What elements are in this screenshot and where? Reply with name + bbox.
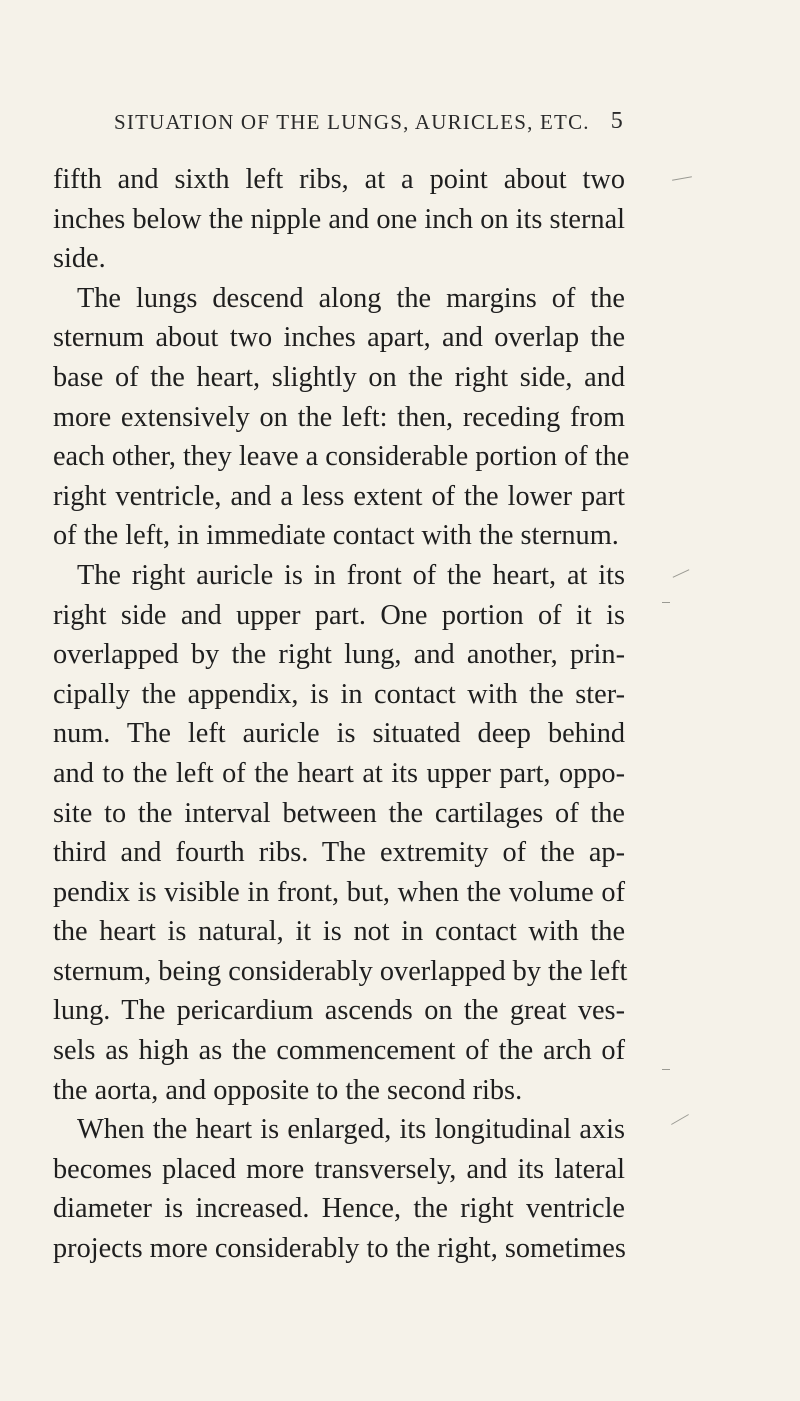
text-line: pendix is visible in front, but, when the volume of: [53, 876, 625, 908]
body-text: [53, 160, 630, 1269]
text-line: each other, they leave a considerable portion of the: [53, 441, 630, 473]
page-number: 5: [610, 108, 624, 134]
text-line: base of the heart, slightly on the right side, and: [53, 361, 625, 393]
text-line: cipally the appendix, is in contact with the ster-: [53, 678, 625, 710]
text-line: overlapped by the right lung, and another, prin-: [53, 639, 625, 671]
text-line: and to the left of the heart at its upper part, oppo-: [53, 757, 625, 789]
text-line: third and fourth ribs. The extremity of the ap-: [53, 837, 625, 869]
text-line: sternum, being considerably overlapped by the left: [53, 955, 628, 987]
text-line: The right auricle is in front of the heart, at its: [77, 559, 625, 591]
margin-mark: [662, 1069, 670, 1070]
text-line: right side and upper part. One portion of it is: [53, 599, 625, 631]
text-line: site to the interval between the cartilages of the: [53, 797, 625, 829]
text-line: diameter is increased. Hence, the right ventricle: [53, 1193, 625, 1225]
text-line: more extensively on the left: then, receding from: [53, 401, 625, 433]
text-line: of the left, in immediate contact with the sternum.: [53, 520, 619, 552]
text-line: lung. The pericardium ascends on the great ves-: [53, 995, 625, 1027]
text-line: becomes placed more transversely, and its lateral: [53, 1153, 625, 1185]
text-line: the aorta, and opposite to the second ribs.: [53, 1074, 523, 1106]
text-line: num. The left auricle is situated deep behind: [53, 718, 625, 750]
running-title: SITUATION OF THE LUNGS, AURICLES, ETC.: [114, 110, 590, 134]
text-line: side.: [53, 243, 106, 275]
text-line: inches below the nipple and one inch on its sternal: [53, 203, 625, 235]
margin-mark: [671, 1114, 689, 1125]
text-line: the heart is natural, it is not in contact with the: [53, 916, 625, 948]
text-line: sternum about two inches apart, and overlap the: [53, 322, 625, 354]
text-line: fifth and sixth left ribs, at a point about two: [53, 164, 625, 195]
text-line: projects more considerably to the right, sometimes: [53, 1233, 626, 1265]
text-line: The lungs descend along the margins of the: [77, 282, 625, 314]
text-line: When the heart is enlarged, its longitudinal axis: [77, 1114, 625, 1146]
margin-mark: [662, 602, 670, 603]
margin-mark: [673, 569, 690, 578]
margin-mark: [672, 176, 692, 180]
text-line: right ventricle, and a less extent of the lower part: [53, 480, 625, 512]
text-line: sels as high as the commencement of the arch of: [53, 1035, 625, 1067]
running-header: [114, 110, 624, 135]
